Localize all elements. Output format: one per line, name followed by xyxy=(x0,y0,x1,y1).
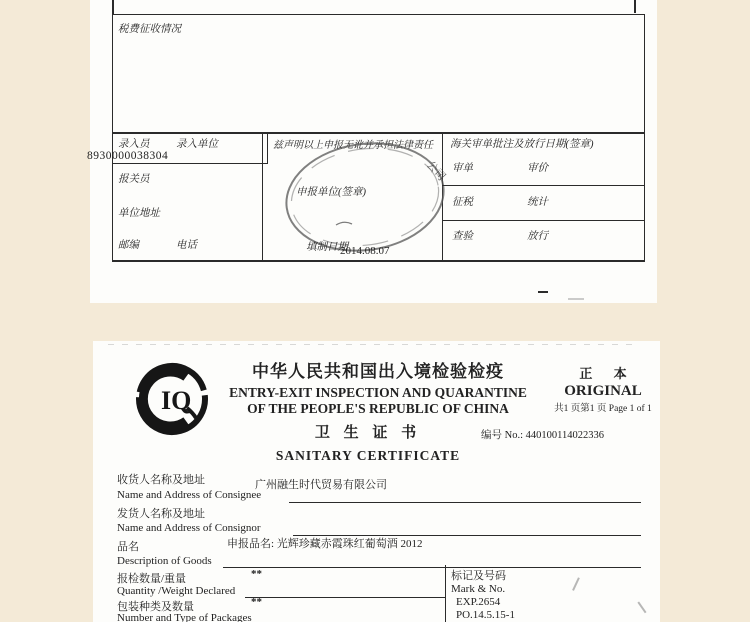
mark-label-en: Mark & No. xyxy=(451,583,506,595)
goods-value: 申报品名: 光辉珍藏赤霞珠红葡萄酒 2012 xyxy=(227,538,423,550)
consignee-label-en: Name and Address of Consignee xyxy=(117,489,262,501)
fill-date-label: 填制日期 xyxy=(306,242,348,253)
entry-unit-label: 录入单位 xyxy=(176,139,218,150)
original-cn: 正 本 xyxy=(579,366,636,381)
scan-mark-dash xyxy=(538,291,548,293)
quantity-label-en: Quantity /Weight Declared xyxy=(117,585,236,597)
customs-review-header: 海关审单批注及放行日期(签章) xyxy=(450,139,594,150)
tax-section-label: 税费征收情况 xyxy=(118,24,181,35)
consignee-value: 广州融生时代贸易有限公司 xyxy=(255,479,387,491)
declarant-label: 报关员 xyxy=(118,174,150,185)
inspect-label: 查验 xyxy=(452,231,473,242)
handwriting-stroke-2 xyxy=(637,602,646,614)
mark-line1: EXP.2654 xyxy=(456,596,501,608)
entry-clerk-label: 录入员 xyxy=(118,139,150,150)
cert-no-label: 编号 No.: xyxy=(481,430,523,441)
title-cn: 中华人民共和国出入境检验检疫 xyxy=(252,362,504,381)
certificate-header xyxy=(213,357,543,417)
packages-value: ** xyxy=(251,596,262,608)
page-info: 共1 页第1 页 Page 1 of 1 xyxy=(554,404,652,414)
stamp-text: 公司 xyxy=(423,158,448,184)
original-block xyxy=(548,363,658,414)
title-en-line1: ENTRY-EXIT INSPECTION AND QUARANTINE xyxy=(229,385,527,400)
entry-number: 8930000038304 xyxy=(87,150,169,162)
review-price-label: 审价 xyxy=(527,163,548,174)
certificate-number xyxy=(481,427,604,442)
title-en-line2: OF THE PEOPLE'S REPUBLIC OF CHINA xyxy=(247,401,509,416)
ciq-logo-icon xyxy=(134,361,210,437)
ciq-letters: IQ xyxy=(161,386,192,415)
right-col-row-line-1 xyxy=(442,185,644,186)
table-tick-left xyxy=(112,0,114,15)
goods-underline xyxy=(223,567,641,568)
mark-line2: PO.14.5.15-1 xyxy=(456,609,515,621)
consignor-label-en: Name and Address of Consignor xyxy=(117,522,261,534)
review-doc-label: 审单 xyxy=(452,163,473,174)
right-col-row-line-2 xyxy=(442,220,644,221)
mark-label-cn: 标记及号码 xyxy=(451,570,506,582)
packages-label-en: Number and Type of Packages xyxy=(117,612,252,622)
mark-column-divider xyxy=(445,565,446,622)
declaring-unit-label: 申报单位(签章) xyxy=(296,187,366,198)
stamp-scribble xyxy=(336,222,352,225)
unit-address-label: 单位地址 xyxy=(118,208,160,219)
quantity-label-cn: 报检数量/重量 xyxy=(117,573,187,585)
phone-label: 电话 xyxy=(176,240,197,251)
consignor-label-cn: 发货人名称及地址 xyxy=(117,508,205,520)
goods-label-cn: 品名 xyxy=(117,541,139,553)
declaration-statement: 兹声明以上申报无讹并承担法律责任 xyxy=(273,140,433,151)
release-label: 放行 xyxy=(527,231,548,242)
consignee-underline xyxy=(289,502,641,503)
handwriting-stroke-1 xyxy=(572,577,579,590)
cert-no-value: 440100114022336 xyxy=(525,430,604,441)
customs-declaration-document xyxy=(87,0,657,303)
original-en: ORIGINAL xyxy=(564,383,642,399)
postcode-label: 邮编 xyxy=(118,240,139,251)
packages-label-cn: 包装种类及数量 xyxy=(117,601,194,613)
sanitary-certificate-document xyxy=(93,341,660,622)
certificate-title-block xyxy=(228,421,508,464)
fill-date-value: 2014.08.07 xyxy=(340,245,390,257)
scan-noise-line xyxy=(108,344,638,345)
cert-title-en: SANITARY CERTIFICATE xyxy=(275,448,461,463)
table-tick-right xyxy=(634,0,636,13)
scan-mark-noise xyxy=(568,298,584,300)
goods-label-en: Description of Goods xyxy=(117,555,212,567)
quantity-underline xyxy=(245,597,445,598)
consignee-label-cn: 收货人名称及地址 xyxy=(117,474,205,486)
quantity-value: ** xyxy=(251,568,262,580)
customs-table xyxy=(87,14,645,262)
stats-label: 统计 xyxy=(527,197,548,208)
tax-label: 征税 xyxy=(452,197,473,208)
cert-title-cn: 卫 生 证 书 xyxy=(314,425,422,441)
